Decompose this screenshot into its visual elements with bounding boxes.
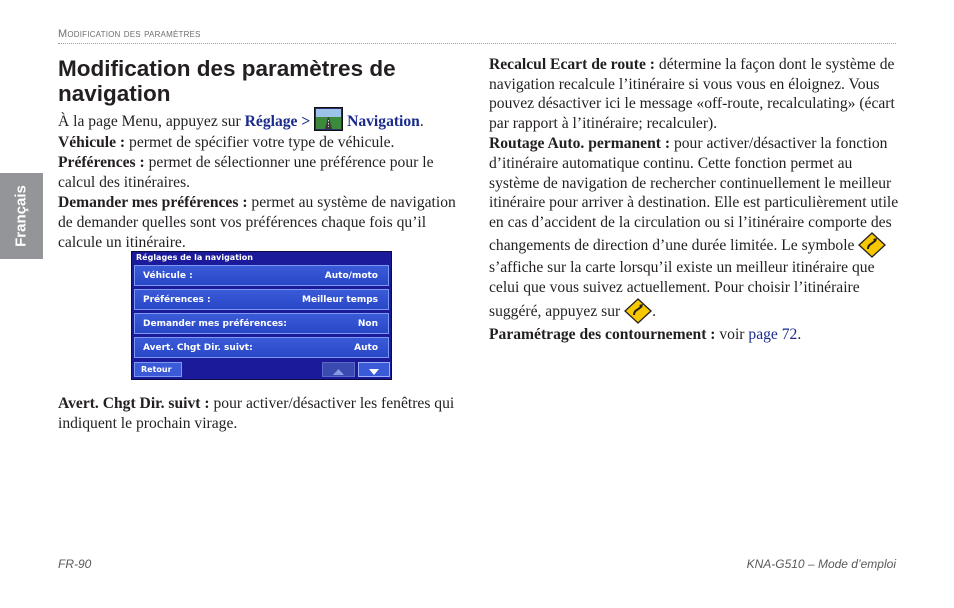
left-column — [58, 56, 458, 252]
device-bottom-bar — [134, 361, 389, 378]
intro-text: À la page Menu, appuyez sur — [58, 113, 245, 130]
device-row-label: Avert. Chgt Dir. suivt: — [143, 343, 253, 353]
device-row-label: Véhicule : — [143, 271, 193, 281]
page-72-link[interactable]: page 72 — [748, 325, 798, 343]
device-row-label: Demander mes préférences: — [143, 319, 287, 329]
navigation-link: Navigation — [347, 113, 420, 130]
contournement-end: . — [797, 325, 802, 343]
page-title: Modification des paramètres de navigation — [58, 56, 396, 106]
device-row-label: Préférences : — [143, 295, 211, 305]
routage-text-3: . — [652, 302, 657, 320]
language-tab-label: Français — [12, 185, 30, 247]
navigation-settings-icon — [314, 107, 343, 131]
device-row-value: Auto/moto — [324, 271, 378, 281]
device-row-value: Auto — [354, 343, 378, 353]
routage-text: pour activer/désactiver la fonction d’itinéraire automatique continu. Cette fonction permet au système de navigation de rechercher continuellement le meilleur itinéraire pour arriver à destination. Elle est particulièrement utile en cas d’accident de la circulation ou si l’itinéraire comporte des changements de direction d’une durée limitée. Le symbole — [489, 135, 899, 255]
device-title: Réglages de la navigation — [133, 252, 390, 264]
device-row-demander — [134, 313, 389, 334]
intro-end: . — [419, 113, 424, 130]
demander-term: Demander mes préférences : — [58, 194, 248, 212]
contournement-text: voir — [715, 325, 749, 343]
routage-paragraph — [489, 134, 899, 323]
device-row-preferences — [134, 289, 389, 310]
device-row-avert — [134, 337, 389, 358]
device-back-button: Retour — [134, 362, 182, 377]
device-screenshot — [131, 251, 392, 380]
contournement-paragraph — [489, 325, 899, 345]
intro-paragraph — [58, 107, 458, 132]
better-route-icon — [858, 232, 886, 258]
recalcul-text: détermine la façon dont le système de navigation recalcule l’itinéraire si vous vous en éloignez. Vous pouvez désactiver ici le message «off-route, recalculating» (écart par rapport à l’itinéraire; recalculer). — [489, 56, 895, 132]
preferences-term: Préférences : — [58, 154, 145, 172]
preferences-text: permet de sélectionner une préférence pour le calcul des itinéraires. — [58, 154, 434, 191]
device-scroll-up-icon — [322, 362, 355, 377]
page-number: FR-90 — [58, 557, 92, 571]
avert-term: Avert. Chgt Dir. suivt : — [58, 395, 210, 412]
recalcul-paragraph — [489, 55, 899, 133]
avert-paragraph — [58, 394, 458, 433]
reglage-link: Réglage > — [244, 113, 311, 130]
device-row-vehicule — [134, 265, 389, 286]
preferences-paragraph — [58, 153, 458, 192]
contournement-term: Paramétrage des contournement : — [489, 325, 716, 343]
better-route-button-icon — [624, 298, 652, 324]
device-scroll-down-icon — [358, 362, 390, 377]
avert-text: pour activer/désactiver les fenêtres qui indiquent le prochain virage. — [58, 395, 455, 432]
language-tab — [0, 173, 43, 259]
vehicule-paragraph — [58, 133, 458, 153]
running-header: Modification des paramètres — [58, 28, 201, 40]
demander-paragraph — [58, 193, 458, 252]
header-rule — [58, 43, 896, 44]
demander-text: permet au système de navigation de demander quelles sont vos préférences chaque fois qu’il calcule un itinéraire. — [58, 194, 456, 251]
recalcul-term: Recalcul Ecart de route : — [489, 56, 655, 73]
right-column — [489, 55, 899, 344]
routage-term: Routage Auto. permanent : — [489, 135, 671, 153]
vehicule-text: permet de spécifier votre type de véhicule. — [125, 133, 395, 151]
manual-title: KNA-G510 – Mode d’emploi — [746, 557, 896, 571]
routage-text-2: s’affiche sur la carte lorsqu’il existe un meilleur itinéraire que celui que vous suivez actuellement. Pour choisir l’itinéraire suggéré, appuyez sur — [489, 259, 875, 320]
device-row-value: Meilleur temps — [302, 295, 378, 305]
device-row-value: Non — [357, 319, 378, 329]
vehicule-term: Véhicule : — [58, 133, 126, 151]
avert-block — [58, 394, 458, 433]
